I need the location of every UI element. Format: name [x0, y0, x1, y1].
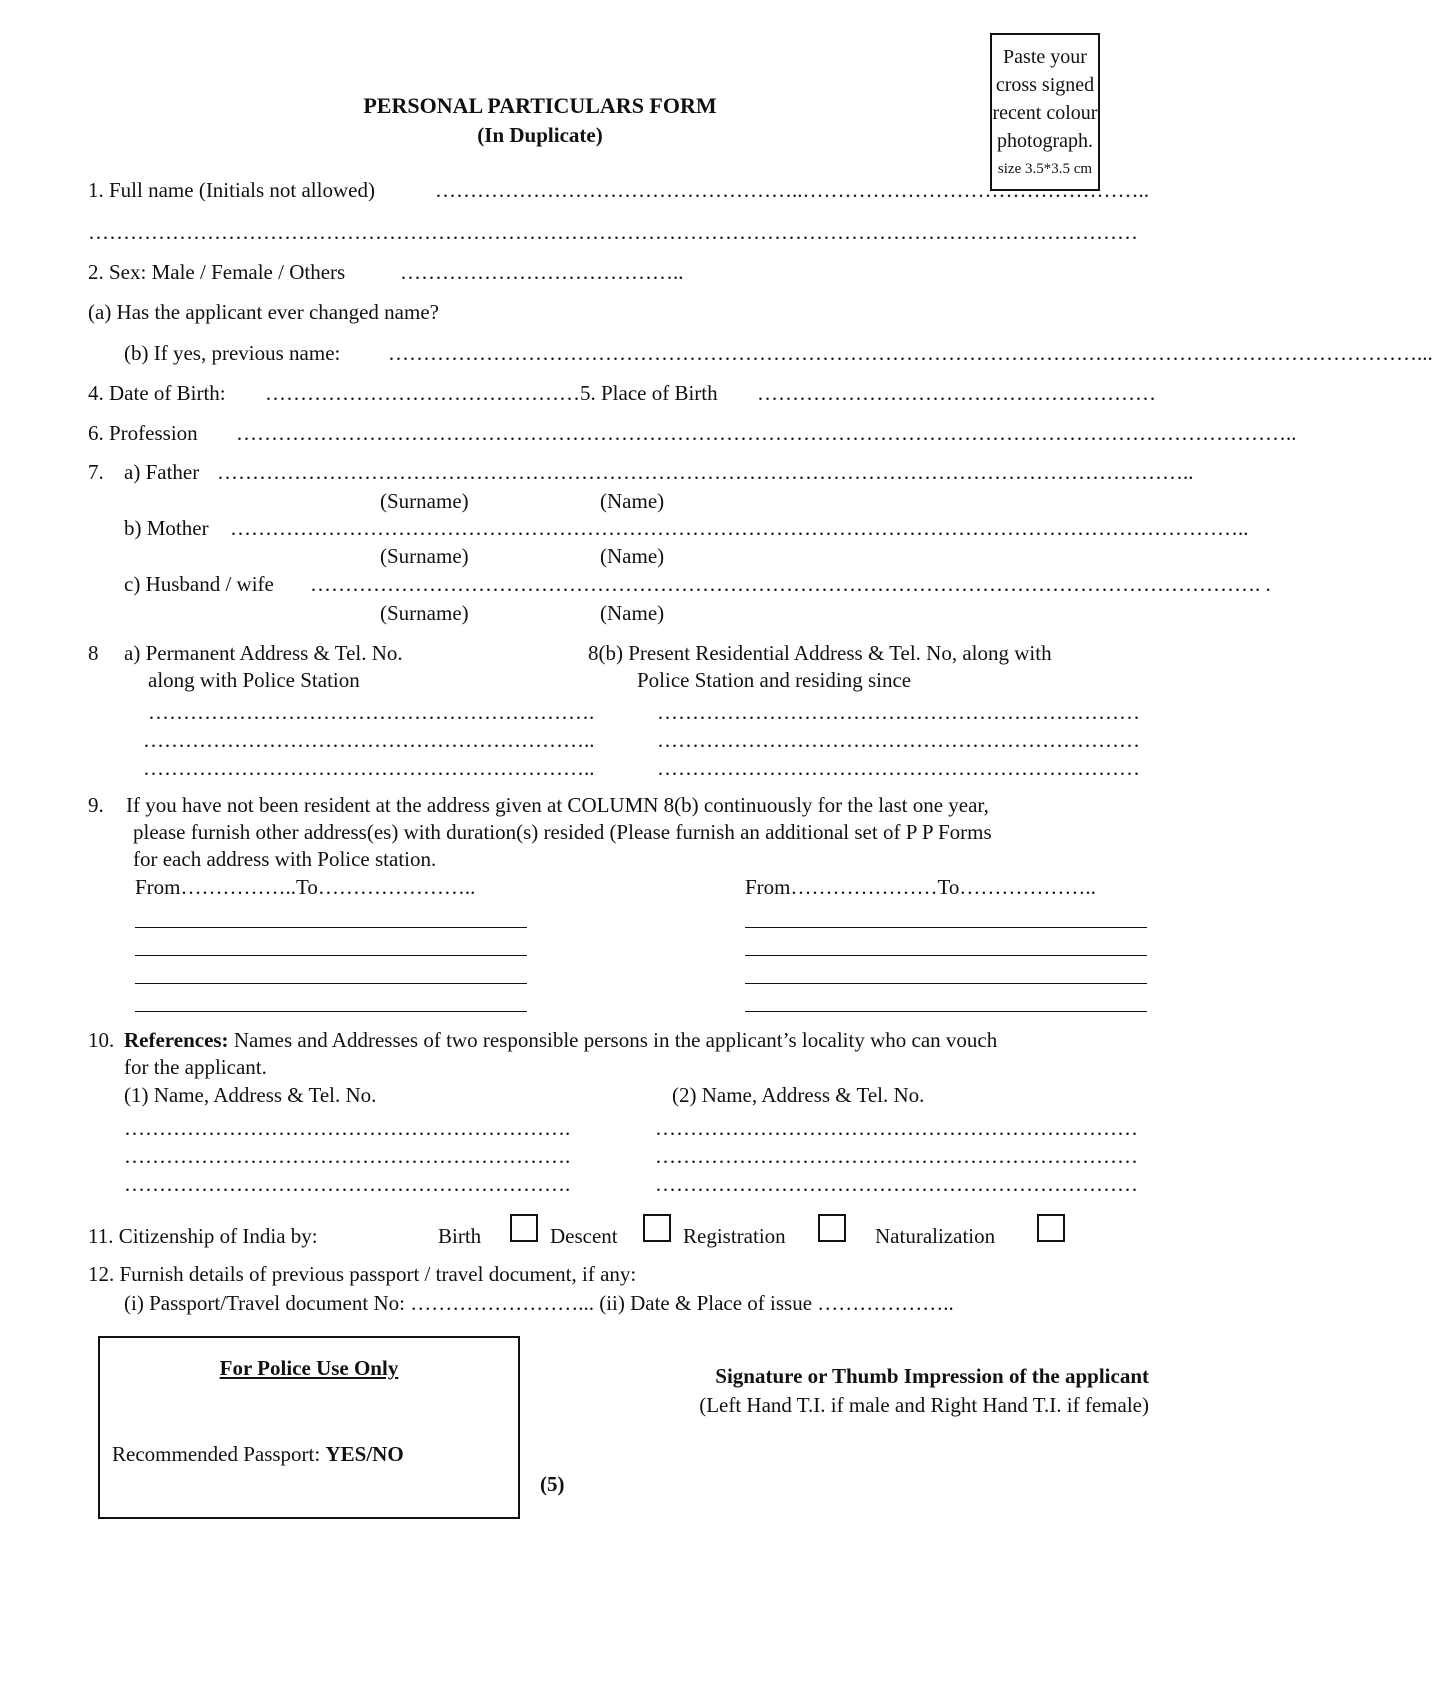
q9-address-line[interactable] [745, 983, 1147, 984]
photo-instruction-line: photograph. [996, 130, 1094, 152]
citizenship-registration-label: Registration [683, 1224, 786, 1248]
q4-label: 4. Date of Birth: [88, 381, 226, 405]
q8b-label-2: Police Station and residing since [637, 668, 912, 692]
q10-ref1-fill-line[interactable]: ………………………………………………………. [124, 1116, 571, 1140]
photo-instruction-line: Paste your [1003, 46, 1087, 68]
q10-ref1-fill-line[interactable]: ………………………………………………………. [124, 1172, 571, 1196]
photo-size-note: size 3.5*3.5 cm [997, 161, 1093, 177]
q7a-label: a) Father [124, 460, 200, 484]
q9-from-to-right[interactable]: From…………………To……………….. [745, 875, 1096, 899]
q6-fill-line[interactable]: …………………………………………………………………………………………………………………………………….. [236, 421, 1297, 445]
q8a-fill-line[interactable]: ……………………………………………………….. [143, 756, 595, 780]
q9-address-line[interactable] [745, 1011, 1147, 1012]
recommended-passport-value: YES/NO [325, 1442, 404, 1466]
q7b-label: b) Mother [124, 516, 209, 540]
q2-label: 2. Sex: Male / Female / Others [88, 260, 346, 284]
q1-fill-line[interactable]: ……………………………………………..………………………………………….. [435, 178, 1149, 202]
form-title: PERSONAL PARTICULARS FORM [363, 93, 717, 118]
form-subtitle: (In Duplicate) [477, 123, 603, 147]
q3b-label: (b) If yes, previous name: [124, 341, 341, 365]
q9-address-line[interactable] [745, 927, 1147, 928]
q10-text-line: for the applicant. [124, 1055, 267, 1079]
signature-title: Signature or Thumb Impression of the applicant [715, 1364, 1149, 1388]
q7c-label: c) Husband / wife [124, 572, 274, 596]
signature-note: (Left Hand T.I. if male and Right Hand T.I. if female) [699, 1393, 1149, 1417]
surname-caption: (Surname) [380, 601, 469, 625]
q10-text-line: Names and Addresses of two responsible persons in the applicant’s locality who can vouch [228, 1028, 998, 1052]
q10-ref2-label: (2) Name, Address & Tel. No. [672, 1083, 925, 1107]
surname-caption: (Surname) [380, 489, 469, 513]
q5-label: 5. Place of Birth [580, 381, 718, 405]
citizenship-descent-label: Descent [550, 1224, 618, 1248]
photo-instruction-line: cross signed [995, 74, 1095, 96]
q1-label: 1. Full name (Initials not allowed) [88, 178, 375, 202]
citizenship-descent-checkbox[interactable] [643, 1214, 671, 1242]
q7c-fill-line[interactable]: ………………………………………………………………………………………………………………………. . [310, 572, 1271, 596]
q7-number: 7. [88, 460, 104, 484]
q8b-label: 8(b) Present Residential Address & Tel. No, along with [588, 641, 1052, 665]
citizenship-birth-checkbox[interactable] [510, 1214, 538, 1242]
recommended-passport-label: Recommended Passport: [112, 1442, 326, 1466]
q12-label: 12. Furnish details of previous passport / travel document, if any: [88, 1262, 637, 1286]
q5-fill-line[interactable]: ………………………………………………… [757, 381, 1156, 405]
q4-fill-line[interactable]: ……………………………………… [265, 381, 580, 405]
q1-fill-line-2[interactable]: …………………………………………………………………………………………………………………………………… [88, 220, 1138, 244]
q10-number: 10. [88, 1028, 115, 1052]
citizenship-naturalization-checkbox[interactable] [1037, 1214, 1065, 1242]
q9-address-line[interactable] [135, 927, 527, 928]
q8a-fill-line[interactable]: ………………………………………………………. [148, 700, 595, 724]
q3a-label: (a) Has the applicant ever changed name? [88, 300, 439, 324]
q6-label: 6. Profession [88, 421, 198, 445]
photo-instruction-line: recent colour [992, 102, 1098, 124]
q8b-fill-line[interactable]: …………………………………………………………… [657, 756, 1140, 780]
q8a-label: a) Permanent Address & Tel. No. [124, 641, 403, 665]
page-number: (5) [540, 1472, 565, 1496]
citizenship-birth-label: Birth [438, 1224, 482, 1248]
q10-ref1-fill-line[interactable]: ………………………………………………………. [124, 1144, 571, 1168]
citizenship-naturalization-label: Naturalization [875, 1224, 996, 1248]
police-use-box [98, 1336, 520, 1519]
surname-caption: (Surname) [380, 544, 469, 568]
recommended-passport [112, 1444, 404, 1465]
q10-ref2-fill-line[interactable]: …………………………………………………………… [655, 1144, 1138, 1168]
q7b-fill-line[interactable]: ……………………………………………………………………………………………………………………………….. [230, 516, 1249, 540]
q9-text-line: please furnish other address(es) with duration(s) resided (Please furnish an additional set of P P Forms [133, 820, 992, 844]
q9-from-to-left[interactable]: From……………..To………………….. [135, 875, 476, 899]
q10-ref1-label: (1) Name, Address & Tel. No. [124, 1083, 377, 1107]
q9-address-line[interactable] [135, 1011, 527, 1012]
q11-label: 11. Citizenship of India by: [88, 1224, 318, 1248]
q10-bold-label: References: [124, 1028, 229, 1052]
citizenship-registration-checkbox[interactable] [818, 1214, 846, 1242]
q7a-fill-line[interactable]: ………………………………………………………………………………………………………………………….. [217, 460, 1194, 484]
q8a-label-2: along with Police Station [148, 668, 360, 692]
q8b-fill-line[interactable]: …………………………………………………………… [657, 728, 1140, 752]
photo-box [990, 33, 1100, 191]
police-use-title: For Police Use Only [219, 1356, 399, 1380]
q8a-fill-line[interactable]: ……………………………………………………….. [143, 728, 595, 752]
q9-address-line[interactable] [745, 955, 1147, 956]
q10-ref2-fill-line[interactable]: …………………………………………………………… [655, 1172, 1138, 1196]
q9-address-line[interactable] [135, 983, 527, 984]
q2-fill-line[interactable]: ………………………………….. [400, 260, 684, 284]
q9-number: 9. [88, 793, 104, 817]
q9-text-line: for each address with Police station. [133, 847, 437, 871]
q10-text [124, 1030, 997, 1051]
q3b-fill-line[interactable]: …………………………………………………………………………………………………………………………………... [388, 341, 1433, 365]
name-caption: (Name) [600, 601, 665, 625]
name-caption: (Name) [600, 544, 665, 568]
q9-address-line[interactable] [135, 955, 527, 956]
q12-passport-details-line[interactable]: (i) Passport/Travel document No: ……………………... (ii) Date & Place of issue ……………….. [124, 1291, 954, 1315]
q10-ref2-fill-line[interactable]: …………………………………………………………… [655, 1116, 1138, 1140]
q8-number: 8 [88, 641, 99, 665]
q8b-fill-line[interactable]: …………………………………………………………… [657, 700, 1140, 724]
name-caption: (Name) [600, 489, 665, 513]
q9-text-line: If you have not been resident at the address given at COLUMN 8(b) continuously for the last one year, [126, 793, 989, 817]
